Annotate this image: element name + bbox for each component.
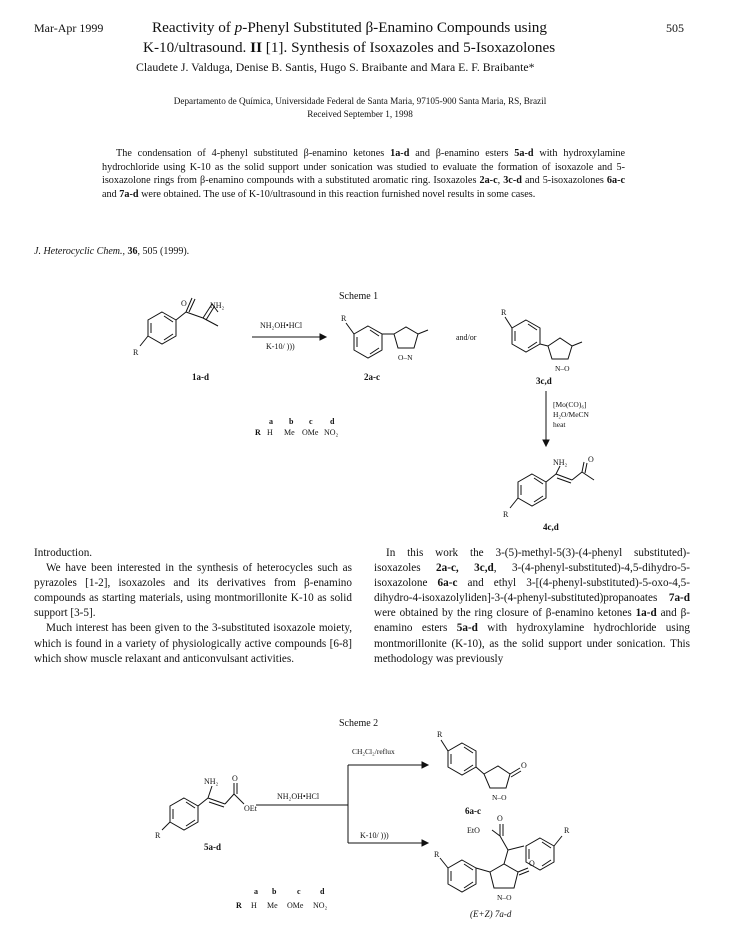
abstract-run-4: with hydroxylamine hydrochloride using K-10 as the solid support under sonication was studied to evaluate the formation of isoxazole and 5-isoxazolone rings from β-enamino compounds with a substituted aromatic ring. Isoxazoles xyxy=(102,148,626,187)
page-number: 505 xyxy=(666,21,684,35)
condition-bottom: K-10/ ))) xyxy=(360,831,389,840)
scheme1-o-label-4: O xyxy=(588,455,594,464)
scheme1-r-label-2: R xyxy=(341,314,347,323)
s1-table-me: Me xyxy=(284,428,295,437)
received-date: Received September 1, 1998 xyxy=(307,109,413,119)
s2-table-me: Me xyxy=(267,901,278,910)
abstract-run-9: 6a-c xyxy=(606,175,625,187)
s2-table-d: d xyxy=(320,887,325,896)
s2-table-a: a xyxy=(254,887,258,896)
scheme-2-diagram xyxy=(0,710,729,925)
journal-date: Mar-Apr 1999 xyxy=(34,21,104,35)
scheme2-r-label-7b: R xyxy=(434,850,440,859)
isoxazolone-ring-7 xyxy=(490,864,518,888)
compound-label-6: 6a-c xyxy=(465,806,481,816)
left-p2-run-0: Much interest has been given to the 3-substituted isoxazole moiety, which is found in a variety of physiologically active compounds [6-8] which show muscle relaxant and anticonvulsant activities. xyxy=(34,622,352,665)
affiliation: Departamento de Química, Universidade Federal de Santa Maria, 97105-900 Santa Maria, RS, Brazil xyxy=(173,96,547,106)
oet-label: OEt xyxy=(244,804,257,813)
condition-3: heat xyxy=(553,420,566,429)
benzene-ring-1 xyxy=(148,312,176,344)
compound-label-5: 5a-d xyxy=(204,842,222,852)
scheme2-o-label-7b: O xyxy=(529,859,535,868)
right-p1-run-0: In this work the 3-(5)-methyl-5(3)-(4-phenyl substituted)-isoxazoles xyxy=(374,547,690,575)
compound-label-2: 2a-c xyxy=(364,372,380,382)
s2-table-b: b xyxy=(272,887,277,896)
abstract-run-12: were obtained. The use of K-10/ultrasound in this reaction furnished novel results in some cases. xyxy=(138,188,536,200)
right-p1-run-9: 5a-d xyxy=(456,622,478,635)
abstract-run-7: 3c-d xyxy=(503,175,522,187)
reagent-top: NH₂OH•HCl xyxy=(260,321,303,330)
scheme2-r-label-6: R xyxy=(437,730,443,739)
scheme-1-title: Scheme 1 xyxy=(339,291,379,302)
scheme2-o-label-7a: O xyxy=(497,814,503,823)
right-paragraph-1 xyxy=(374,546,690,667)
s1-table-b: b xyxy=(289,417,294,426)
right-p1-run-6: were obtained by the ring closure of β-enamino ketones xyxy=(374,607,636,620)
left-p1-run-0: We have been interested in the synthesis of heterocycles such as pyrazoles [1-2], isoxazoles and its derivatives from β-enamino compounds as starting materials, using montmorillonite K-10 as solid support [3-5]. xyxy=(34,562,352,620)
abstract-run-10: and xyxy=(102,188,120,200)
condition-2: H₂O/MeCN xyxy=(553,410,589,419)
paper-title-line1: Reactivity of p-Phenyl Substituted β-Enamino Compounds using xyxy=(152,19,547,36)
scheme2-o-label: O xyxy=(232,774,238,783)
abstract-run-8: and 5-isoxazolones xyxy=(521,175,607,187)
s1-table-d: d xyxy=(330,417,335,426)
left-paragraph-2 xyxy=(34,621,352,666)
andor-text: and/or xyxy=(456,333,477,342)
scheme2-r-label-7a: R xyxy=(564,826,570,835)
right-p1-run-2: , 3-(4-phenyl-substituted)-4,5-dihydro-5-isoxazolone xyxy=(374,562,690,590)
left-column xyxy=(34,546,352,667)
abstract-run-0: The condensation of 4-phenyl substituted β-enamino ketones xyxy=(116,148,391,159)
scheme2-reagent: NH₂OH•HCl xyxy=(277,792,320,801)
scheme1-on-label: O–N xyxy=(398,353,413,362)
authors: Claudete J. Valduga, Denise B. Santis, Hugo S. Braibante and Mara E. F. Braibante* xyxy=(136,60,535,74)
right-p1-run-5: 7a-d xyxy=(668,592,690,605)
isoxazolone-ring-6 xyxy=(484,766,510,788)
s2-table-r: R xyxy=(236,901,242,910)
condition-1: [Mo(CO)₆] xyxy=(553,400,587,409)
s1-table-h: H xyxy=(267,428,273,437)
reagent-bottom: K-10/ ))) xyxy=(266,342,295,351)
s1-table-a: a xyxy=(269,417,273,426)
s2-table-c: c xyxy=(297,887,301,896)
scheme-1-diagram xyxy=(0,280,729,535)
compound-label-4: 4c,d xyxy=(543,522,559,532)
right-p1-run-1: 2a-c, 3c,d xyxy=(436,562,494,575)
scheme2-no-label-6: N–O xyxy=(492,793,507,802)
citation: J. Heterocyclic Chem., 36, 505 (1999). xyxy=(34,246,190,257)
abstract-run-3: 5a-d xyxy=(514,148,534,159)
compound-label-1: 1a-d xyxy=(192,372,210,382)
scheme2-no-label-7: N–O xyxy=(497,893,512,902)
s2-table-ome: OMe xyxy=(287,901,304,910)
abstract-run-6: , xyxy=(497,175,504,187)
scheme1-r-label-3: R xyxy=(501,308,507,317)
eto-label: EtO xyxy=(467,826,480,835)
scheme1-r-label-4: R xyxy=(503,510,509,519)
s1-table-r: R xyxy=(255,428,261,437)
compound-label-3: 3c,d xyxy=(536,376,552,386)
isoxazole-ring-2 xyxy=(394,327,418,348)
scheme1-no-label: N–O xyxy=(555,364,570,373)
abstract xyxy=(102,147,625,201)
scheme2-nh2-label: NH₂ xyxy=(204,777,219,786)
s1-table-no2: NO₂ xyxy=(324,428,339,437)
s1-table-c: c xyxy=(309,417,313,426)
abstract-run-2: and β-enamino esters xyxy=(409,148,515,159)
s2-table-no2: NO₂ xyxy=(313,901,328,910)
right-p1-run-4: and ethyl 3-[(4-phenyl-substituted)-5-oxo-4,5-dihydro-4-isoxazolyliden]-3-(4-phenyl-substituted)propanoates xyxy=(374,577,690,605)
right-p1-run-7: 1a-d xyxy=(635,607,657,620)
right-p1-run-3: 6a-c xyxy=(437,577,458,590)
abstract-run-1: 1a-d xyxy=(390,148,410,159)
abstract-run-11: 7a-d xyxy=(119,188,139,200)
condition-top: CH₂Cl₂/reflux xyxy=(352,747,395,756)
scheme2-o-label-6: O xyxy=(521,761,527,770)
scheme1-nh2-label: NH₂ xyxy=(210,301,225,310)
section-heading: Introduction. xyxy=(34,547,93,559)
right-column xyxy=(374,546,690,667)
paper-title-line2: K-10/ultrasound. II [1]. Synthesis of Isoxazoles and 5-Isoxazolones xyxy=(143,39,556,56)
s1-table-ome: OMe xyxy=(302,428,319,437)
scheme1-nh2-label-4: NH₂ xyxy=(553,458,568,467)
scheme1-r-label-1: R xyxy=(133,348,139,357)
right-p1-run-8: and β-enamino esters xyxy=(374,607,690,635)
compound-label-7: (E+Z) 7a-d xyxy=(470,909,512,919)
abstract-run-5: 2a-c xyxy=(479,175,498,187)
scheme2-r-label-5: R xyxy=(155,831,161,840)
left-paragraph-1 xyxy=(34,561,352,621)
scheme1-o-label: O xyxy=(181,299,187,308)
scheme-2-title: Scheme 2 xyxy=(339,718,379,729)
s2-table-h: H xyxy=(251,901,257,910)
isoxazole-ring-3 xyxy=(548,338,572,359)
right-p1-run-10: with hydroxylamine hydrochloride using montmorillonite (K-10), as the solid support under sonication. This methodology was previously xyxy=(374,622,690,665)
